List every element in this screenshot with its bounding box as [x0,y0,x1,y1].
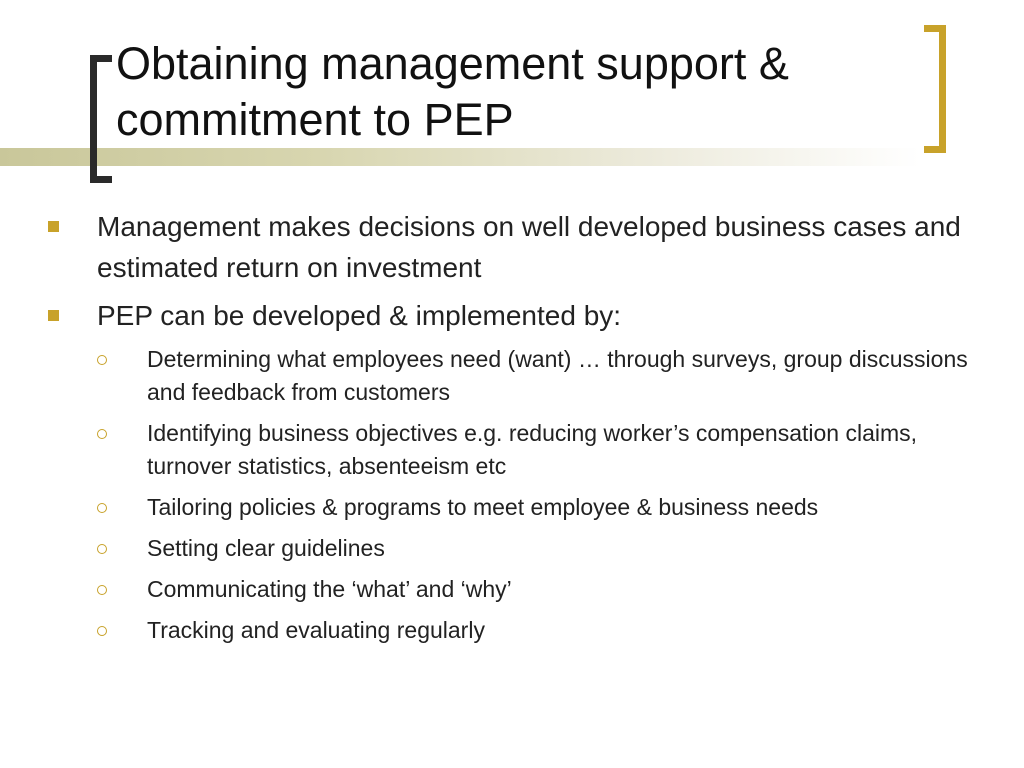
sub-bullet-item [0,343,992,409]
circle-bullet-icon [97,626,107,636]
circle-bullet-icon [97,355,107,365]
right-bracket-decoration [924,25,946,153]
bullet-item [0,295,997,336]
left-bracket-decoration [90,55,112,183]
bullet-item [0,206,997,288]
sub-bullet-item [0,417,992,483]
bullet-text: PEP can be developed & implemented by: [97,300,622,331]
sub-bullet-text: Tailoring policies & programs to meet employee & business needs [147,494,819,520]
sub-bullet-text: Determining what employees need (want) … through surveys, group discussions and feedback from customers [147,346,968,405]
bullet-list [0,206,1024,655]
sub-bullet-text: Identifying business objectives e.g. reducing worker’s compensation claims, turnover statistics, absenteeism etc [147,420,918,479]
circle-bullet-icon [97,544,107,554]
title-band-decoration [0,148,920,166]
slide-title: Obtaining management support & commitment to PEP [116,38,789,145]
sub-bullet-text: Tracking and evaluating regularly [147,617,485,643]
square-bullet-icon [48,221,59,232]
circle-bullet-icon [97,503,107,513]
circle-bullet-icon [97,429,107,439]
sub-bullet-item [0,614,992,647]
square-bullet-icon [48,310,59,321]
bullet-text: Management makes decisions on well developed business cases and estimated return on investment [97,211,961,283]
sub-bullet-item [0,573,992,606]
sub-bullet-item [0,532,992,565]
sub-bullet-text: Communicating the ‘what’ and ‘why’ [147,576,512,602]
circle-bullet-icon [97,585,107,595]
sub-bullet-item [0,491,992,524]
sub-bullet-text: Setting clear guidelines [147,535,385,561]
